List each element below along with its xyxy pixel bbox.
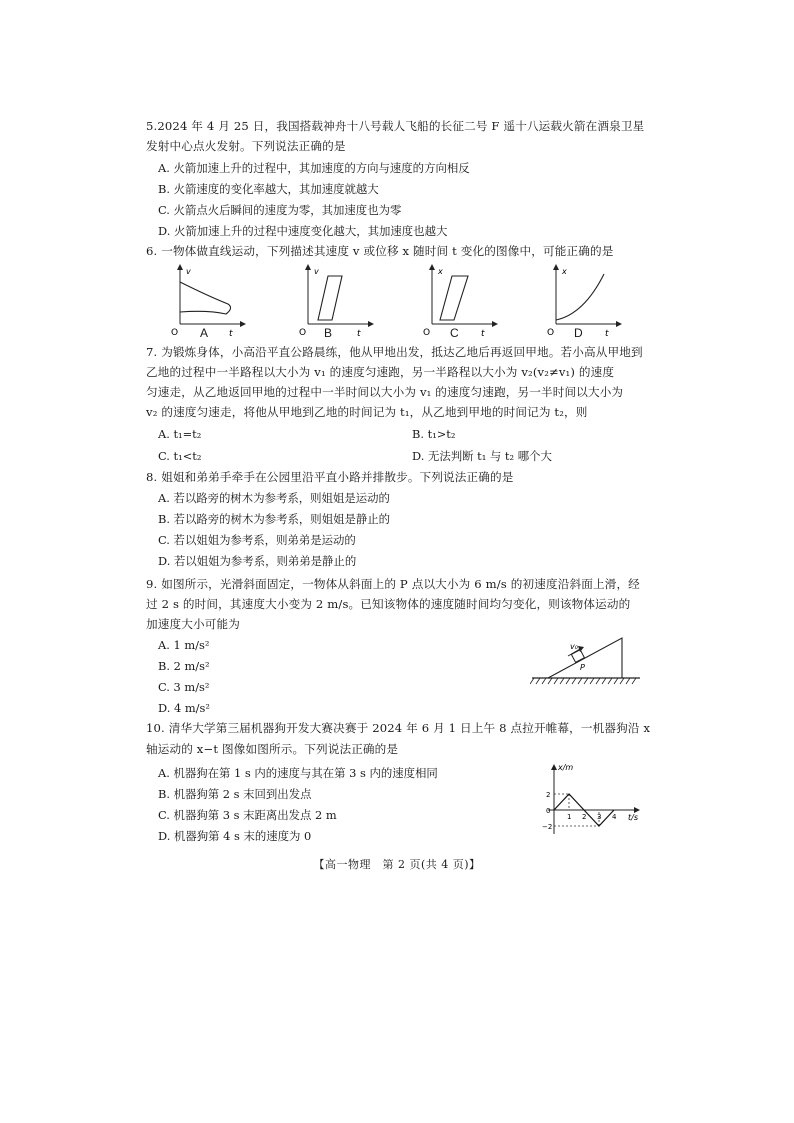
q9-option-c: C. 3 m/s²	[158, 680, 210, 694]
q7-stem-line3: 匀速走，从乙地返回甲地的过程中一半时间以大小为 v₁ 的速度匀速跑，另一半时间以大小为	[146, 385, 624, 399]
q6-graph-d-label: D	[574, 326, 583, 340]
q9-option-a: A. 1 m/s²	[158, 638, 210, 652]
q10-ytick-0: 2	[546, 791, 551, 799]
q10-xtick-2: 2	[582, 813, 587, 821]
q10-ylabel: x/m	[558, 763, 574, 772]
q6-graph-c-label: C	[450, 326, 459, 340]
q5-stem-line1: 5.2024 年 4 月 25 日，我国搭载神舟十八号载人飞船的长征二号 F 遥十八运载火箭在酒泉卫星	[146, 119, 645, 133]
q6-graph-b	[296, 262, 376, 342]
q10-xtick-4: 4	[612, 813, 617, 821]
q10-option-a: A. 机器狗在第 1 s 内的速度与其在第 3 s 内的速度相同	[158, 766, 438, 780]
q10-stem-line1: 10. 清华大学第三届机器狗开发大赛决赛于 2024 年 6 月 1 日上午 8 点拉开帷幕，一机器狗沿 x	[146, 721, 651, 735]
q8-option-a: A. 若以路旁的树木为参考系，则姐姐是运动的	[158, 491, 390, 505]
q6-graph-d	[544, 262, 624, 342]
q7-stem-line4: v₂ 的速度匀速走，将他从甲地到乙地的时间记为 t₁，从乙地到甲地的时间记为 t₂，则	[146, 405, 588, 419]
q9-p-label: P	[580, 663, 585, 672]
q9-stem-line3: 加速度大小可能为	[146, 617, 240, 631]
q6-d-xaxis-label: t	[605, 329, 609, 339]
q10-xtick-3: 3	[597, 813, 602, 821]
q6-b-yaxis-label: v	[314, 267, 319, 276]
q8-option-b: B. 若以路旁的树木为参考系，则姐姐是静止的	[158, 512, 391, 526]
q10-stem-line2: 轴运动的 x−t 图像如图所示。下列说法正确的是	[146, 742, 399, 756]
q6-a-origin: O	[171, 328, 179, 338]
q10-ytick-1: 0	[546, 807, 551, 815]
q8-option-d: D. 若以姐姐为参考系，则弟弟是静止的	[158, 554, 357, 568]
q10-xlabel: t/s	[628, 813, 638, 822]
q7-stem-line1: 7. 为锻炼身体，小高沿平直公路晨练，他从甲地出发，抵达乙地后再返回甲地。若小高从甲地到	[146, 345, 643, 359]
page-footer: 【高一物理 第 2 页(共 4 页)】	[313, 858, 481, 871]
q6-a-xaxis-label: t	[229, 329, 233, 339]
q6-d-yaxis-label: x	[562, 267, 567, 276]
q6-graph-c	[420, 262, 500, 342]
q10-xt-chart	[534, 760, 644, 840]
q10-ytick-2: −2	[542, 823, 553, 831]
q6-c-yaxis-label: x	[438, 267, 443, 276]
q9-stem-line2: 过 2 s 的时间，其速度大小变为 2 m/s。已知该物体的速度随时间均匀变化，则该物体运动的	[146, 597, 631, 611]
q5-option-a: A. 火箭加速上升的过程中，其加速度的方向与速度的方向相反	[158, 161, 470, 175]
q9-option-b: B. 2 m/s²	[158, 659, 210, 673]
q9-v0-label: v₀	[570, 642, 578, 651]
q6-c-xaxis-label: t	[481, 329, 485, 339]
q6-d-origin: O	[547, 328, 555, 338]
q10-option-d: D. 机器狗第 4 s 末的速度为 0	[158, 829, 312, 843]
q7-option-b: B. t₁>t₂	[412, 427, 456, 441]
q5-stem-line2: 发射中心点火发射。下列说法正确的是	[146, 139, 346, 153]
q6-stem: 6. 一物体做直线运动，下列描述其速度 v 或位移 x 随时间 t 变化的图像中，可能正确的是	[146, 244, 614, 258]
q6-a-yaxis-label: v	[186, 267, 191, 276]
q7-stem-line2: 乙地的过程中一半路程以大小为 v₁ 的速度匀速跑，另一半路程以大小为 v₂(v₂≠v₁) 的速度	[146, 365, 615, 379]
q7-option-d: D. 无法判断 t₁ 与 t₂ 哪个大	[412, 449, 552, 463]
q8-stem: 8. 姐姐和弟弟手牵手在公园里沿平直小路并排散步。下列说法正确的是	[146, 470, 514, 484]
q10-xtick-1: 1	[567, 813, 572, 821]
q9-stem-line1: 9. 如图所示，光滑斜面固定，一物体从斜面上的 P 点以大小为 6 m/s 的初速度沿斜面上滑，经	[146, 577, 640, 591]
q8-option-c: C. 若以姐姐为参考系，则弟弟是运动的	[158, 533, 356, 547]
q10-option-b: B. 机器狗第 2 s 末回到出发点	[158, 787, 312, 801]
q5-option-c: C. 火箭点火后瞬间的速度为零，其加速度也为零	[158, 203, 402, 217]
q7-option-c: C. t₁<t₂	[158, 449, 202, 463]
q9-option-d: D. 4 m/s²	[158, 701, 210, 715]
q7-option-a: A. t₁=t₂	[158, 427, 202, 441]
q5-option-d: D. 火箭加速上升的过程中速度变化越大，其加速度也越大	[158, 224, 448, 238]
q6-c-origin: O	[423, 328, 431, 338]
q6-b-origin: O	[299, 328, 307, 338]
q6-b-xaxis-label: t	[357, 329, 361, 339]
q10-option-c: C. 机器狗第 3 s 末距离出发点 2 m	[158, 808, 337, 822]
q9-incline-figure	[530, 632, 650, 688]
q5-option-b: B. 火箭速度的变化率越大，其加速度就越大	[158, 182, 379, 196]
q6-graph-a-label: A	[200, 326, 209, 340]
q6-graph-b-label: B	[324, 326, 333, 340]
